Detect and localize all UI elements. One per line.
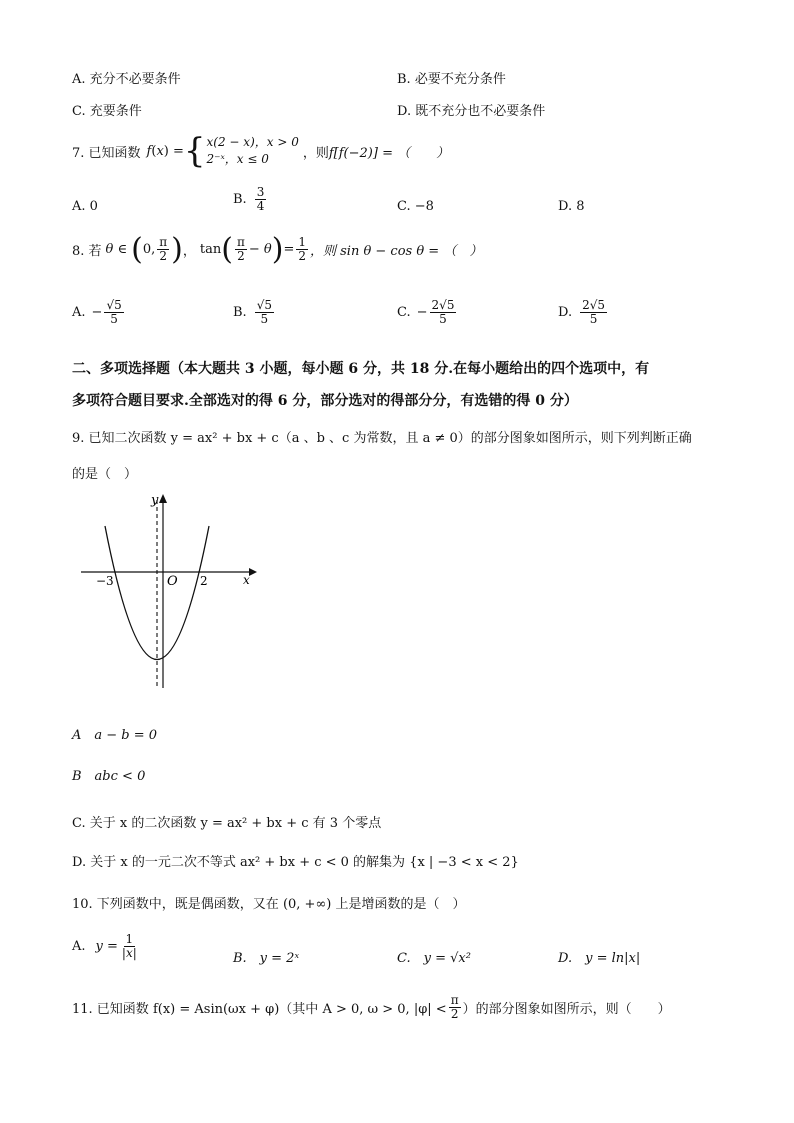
x-label: x xyxy=(243,573,250,587)
q9-stem-line-2: 的是（ ） xyxy=(72,467,138,482)
q10-option-c: C. y = √x² xyxy=(397,951,471,966)
q10-stem: 10. 下列函数中，既是偶函数，又在 (0, +∞) 上是增函数的是（ ） xyxy=(72,897,466,912)
q7-piecewise xyxy=(207,134,299,169)
q8-interval-close: ) xyxy=(171,232,183,267)
q8-d-num: 2√5 xyxy=(582,298,606,312)
q8-two-b: 2 xyxy=(298,249,306,263)
q8-option-a: A. − $\frac{√5}{5}$ xyxy=(72,298,122,326)
section-2-line-1: 二、多项选择题（本大题共 3 小题，每小题 6 分，共 18 分.在每小题给出的四个选项中，有 xyxy=(72,361,650,377)
q7-option-b-label: B. xyxy=(233,191,247,207)
q10-a-den: |x| xyxy=(121,945,137,960)
q11-pre: 11. 已知函数 f(x) = Asin(ωx + φ)（其中 A > 0, ω > 0, |φ| < xyxy=(72,1001,447,1017)
q10-option-d: D. y = ln|x| xyxy=(558,951,641,966)
q8-two: 2 xyxy=(159,249,168,263)
q8-pi: π xyxy=(159,235,168,250)
q8-eq: = xyxy=(283,242,295,257)
q8-tail: ，则 sin θ − cos θ = （ ） xyxy=(309,244,483,259)
q6-option-c: C. 充要条件 xyxy=(72,104,142,119)
q6-option-b: B. 必要不充分条件 xyxy=(397,72,506,87)
q8-option-d xyxy=(558,299,609,325)
q7-option-b-fraction xyxy=(255,186,267,212)
q9-parabola-graph xyxy=(75,488,265,698)
y-label: y xyxy=(151,493,159,508)
q8-d-label: D. xyxy=(558,304,573,320)
q11-stem xyxy=(72,994,671,1020)
q11-two: 2 xyxy=(450,1006,459,1021)
q10-a-label: A. xyxy=(72,938,86,954)
q7-brace: { xyxy=(183,131,206,172)
q7-option-a: A. 0 xyxy=(72,199,98,214)
root-left-label: −3 xyxy=(96,574,114,588)
q8-b-num: √5 xyxy=(256,298,272,312)
q10-a-fraction xyxy=(120,933,139,959)
root-right-label: 2 xyxy=(200,574,208,588)
q8-b-label: B. xyxy=(233,304,247,320)
q7-x: x xyxy=(156,143,164,159)
q7-b-den: 4 xyxy=(256,198,265,213)
q8-b-fraction xyxy=(255,299,274,325)
q9-option-d: D. 关于 x 的一元二次不等式 ax² + bx + c < 0 的解集为 {x | −3 < x < 2} xyxy=(72,855,519,870)
q11-pi: π xyxy=(450,993,459,1007)
q7-option-c: C. −8 xyxy=(397,199,434,214)
q9-stem-line-1: 9. 已知二次函数 y = ax² + bx + c（a 、b 、c 为常数，且 a ≠ 0）的部分图象如图所示，则下列判断正确 xyxy=(72,431,692,446)
q7-option-d: D. 8 xyxy=(558,199,585,214)
q8-a-label: A. xyxy=(72,304,86,320)
q9-option-c: C. 关于 x 的二次函数 y = ax² + bx + c 有 3 个零点 xyxy=(72,816,382,831)
q8-minus-theta: − θ xyxy=(248,242,272,257)
q8-a-fraction xyxy=(104,299,123,325)
q8-c-label: C. xyxy=(397,304,411,320)
q8-one: 1 xyxy=(298,235,306,250)
q8-b-den: 5 xyxy=(260,311,269,326)
q11-post: ）的部分图象如图所示，则（ ） xyxy=(462,1001,671,1017)
q7-tail: ，则 xyxy=(302,145,329,161)
q10-a-y: y = xyxy=(95,938,118,954)
q9-option-a: A a − b = 0 xyxy=(72,728,158,743)
q8-tan-fraction: $\frac{\pi}{2}$ xyxy=(236,235,245,263)
q8-comma: ， xyxy=(182,244,196,259)
q8-c-num: 2√5 xyxy=(431,298,455,312)
q10-option-b: B. y = 2ˣ xyxy=(233,951,300,966)
q10-option-a xyxy=(72,933,141,959)
q8-c-den: 5 xyxy=(439,311,447,326)
q7-number: 7. 已知函数 xyxy=(72,145,141,161)
q7-piece-1: x(2 − x)，x > 0 xyxy=(206,135,299,149)
q8-theta: θ ∈ xyxy=(105,242,128,257)
q8-stem: 8. 若 θ ∈ ( 0, $\frac{\pi}{2}$ ) ， tan ( $\frac{\pi}{2}$ − θ ) = $\frac{1}{2}$ ，则 sin θ − cos θ = （ ） xyxy=(72,232,483,267)
q7-stem: 7. 已知函数 f ( x ) = { x(2 − x)，x > 0 2⁻ˣ，x ≤ 0 ，则 f[f(−2)] = （ ） xyxy=(72,131,450,172)
x-axis-arrow xyxy=(249,568,257,576)
q8-option-c: C. − $\frac{2√5}{5}$ xyxy=(397,298,455,326)
q8-option-b xyxy=(233,299,276,325)
q11-fraction xyxy=(449,994,461,1020)
q8-a-den: 5 xyxy=(110,311,118,326)
q8-d-den: 5 xyxy=(589,311,598,326)
q7-f: f xyxy=(146,143,152,159)
q7-question: f[f(−2)] = （ ） xyxy=(328,145,450,161)
q8-rhs-fraction xyxy=(296,236,308,262)
q7-b-num: 3 xyxy=(256,185,265,199)
q8-prefix: 8. 若 xyxy=(72,244,102,259)
q8-interval-fraction xyxy=(157,236,169,262)
q7-option-b xyxy=(233,186,268,212)
q8-d-fraction xyxy=(580,299,607,325)
origin-label: O xyxy=(167,574,178,589)
q8-c-fraction xyxy=(430,299,457,325)
q6-option-d: D. 既不充分也不必要条件 xyxy=(397,104,546,119)
q6-option-a: A. 充分不必要条件 xyxy=(72,72,181,87)
q9-option-b: B abc < 0 xyxy=(72,769,146,784)
section-2-line-2: 多项符合题目要求.全部选对的得 6 分，部分选对的得部分分，有选错的得 0 分） xyxy=(72,393,578,409)
q7-piece-2: 2⁻ˣ，x ≤ 0 xyxy=(206,152,269,167)
q10-a-num: 1 xyxy=(125,932,134,946)
y-axis-arrow xyxy=(159,494,167,503)
q8-tan: tan xyxy=(199,242,222,257)
q8-a-num: √5 xyxy=(106,298,122,312)
